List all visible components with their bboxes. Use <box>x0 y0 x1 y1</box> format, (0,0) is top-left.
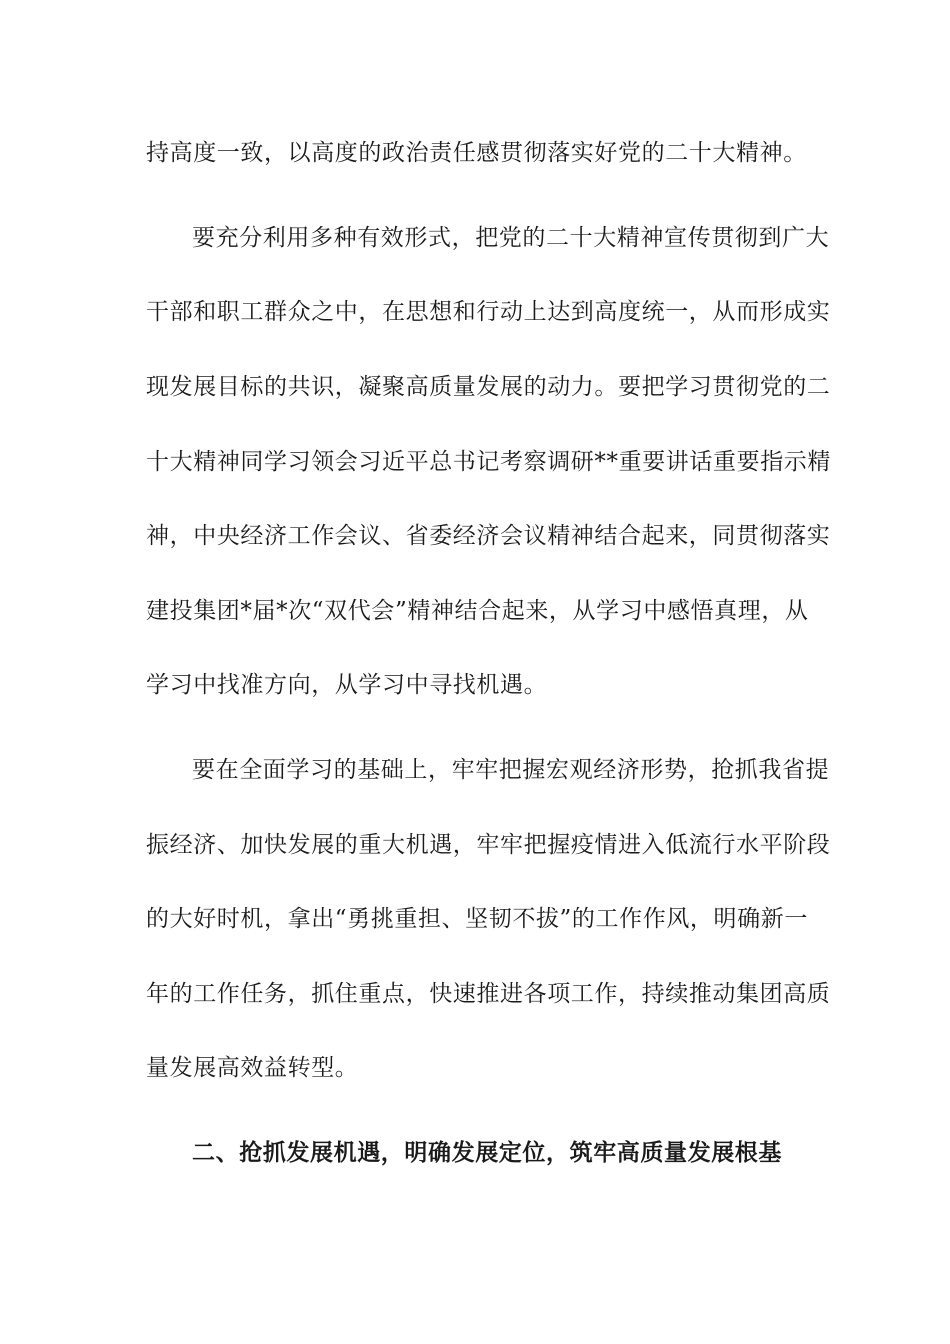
paragraph-line: 十大精神同学习领会习近平总书记考察调研**重要讲话重要指示精 <box>146 449 831 475</box>
paragraph-line: 年的工作任务，抓住重点，快速推进各项工作，持续推动集团高质 <box>146 981 831 1007</box>
paragraph-line: 要充分利用多种有效形式，把党的二十大精神宣传贯彻到广大 <box>192 225 830 251</box>
paragraph-line: 持高度一致，以高度的政治责任感贯彻落实好党的二十大精神。 <box>146 140 807 166</box>
paragraph-line: 的大好时机，拿出“勇挑重担、坚韧不拔”的工作作风，明确新一 <box>146 906 808 932</box>
paragraph-line: 要在全面学习的基础上，牢牢把握宏观经济形势，抢抓我省提 <box>192 757 830 783</box>
paragraph-line: 振经济、加快发展的重大机遇，牢牢把握疫情进入低流行水平阶段 <box>146 832 831 858</box>
paragraph-line: 干部和职工群众之中，在思想和行动上达到高度统一，从而形成实 <box>146 299 831 325</box>
section-heading: 二、抢抓发展机遇，明确发展定位，筑牢高质量发展根基 <box>192 1139 782 1166</box>
paragraph-line: 现发展目标的共识，凝聚高质量发展的动力。要把学习贯彻党的二 <box>146 374 831 400</box>
paragraph-line: 神，中央经济工作会议、省委经济会议精神结合起来，同贯彻落实 <box>146 523 831 549</box>
paragraph-line: 量发展高效益转型。 <box>146 1055 359 1081</box>
paragraph-line: 学习中找准方向，从学习中寻找机遇。 <box>146 672 548 698</box>
paragraph-line: 建投集团*届*次“双代会”精神结合起来，从学习中感悟真理，从 <box>146 598 809 624</box>
